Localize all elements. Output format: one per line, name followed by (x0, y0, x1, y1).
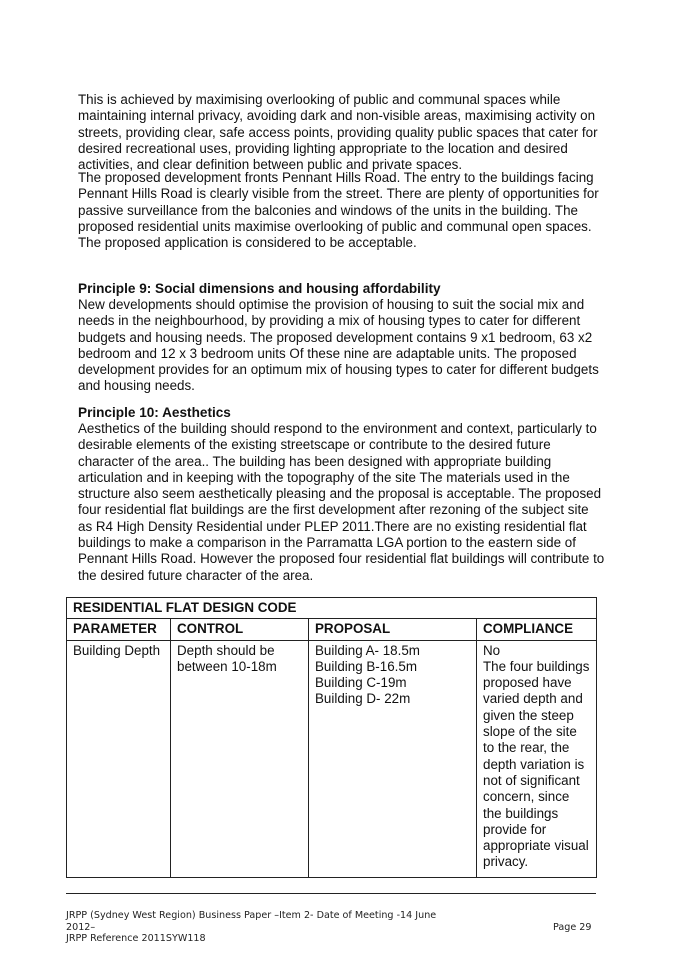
header-parameter: PARAMETER (67, 619, 171, 640)
proposal-line: Building A- 18.5m (315, 642, 420, 658)
header-compliance: COMPLIANCE (477, 619, 597, 640)
table-header-row (67, 619, 597, 640)
compliance-note: The four buildings proposed have varied depth and given the steep slope of the site to the rear, the depth variation is not of significant concern, since the buildings provide for appropriate visual privacy. (483, 658, 590, 870)
principle-9-body: New developments should optimise the provision of housing to suit the social mix and needs in the neighbourhood, by providing a mix of housing types to cater for different budgets and housing needs. The proposed development contains 9 x1 bedroom, 63 x2 bedroom and 12 x 3 bedroom units Of these nine are adaptable units. The proposed development provides for an optimum mix of housing types to cater for different budgets and housing needs. (78, 297, 599, 394)
cell-control: Depth should be between 10-18m (171, 640, 309, 877)
principle-9-heading: Principle 9: Social dimensions and housing affordability (78, 281, 441, 296)
proposal-line: Building C-19m (315, 675, 407, 691)
compliance-status: No (483, 642, 501, 658)
cell-parameter: Building Depth (67, 640, 171, 877)
cell-proposal (309, 640, 477, 877)
footer (66, 910, 466, 945)
footer-line-2: JRPP Reference 2011SYW118 (66, 933, 206, 944)
page-number: Page 29 (553, 922, 592, 933)
footer-divider (66, 893, 596, 894)
intro-paragraph-1: This is achieved by maximising overlooking of public and communal spaces while maintaining internal privacy, avoiding dark and non-visible areas, maximising activity on streets, providing clear, safe access points, providing quality public spaces that cater for desired recreational uses, providing lighting appropriate to the location and desired activities, and clear definition between public and private spaces. (78, 92, 598, 173)
proposal-line: Building D- 22m (315, 691, 411, 707)
residential-flat-design-code-table (66, 597, 597, 878)
principle-10-body: Aesthetics of the building should respond to the environment and context, particularly to desirable elements of the existing streetscape or contribute to the desired future character of the area.. The building has been designed with appropriate building articulation and in keeping with the topography of the site The materials used in the structure also seem aesthetically pleasing and the proposal is acceptable. The proposed four residential flat buildings are the first development after rezoning of the subject site as R4 High Density Residential under PLEP 2011.There are no existing residential flat buildings to make a comparison in the Parramatta LGA portion to the eastern side of Pennant Hills Road. However the proposed four residential flat buildings will contribute to the desired future character of the area. (78, 421, 605, 583)
table-title-row (67, 598, 597, 619)
header-proposal: PROPOSAL (309, 619, 477, 640)
table-row (67, 640, 597, 877)
intro-paragraph-2: The proposed development fronts Pennant Hills Road. The entry to the buildings facing Pennant Hills Road is clearly visible from the street. There are plenty of opportunities for passive surveillance from the balconies and windows of the units in the building. The proposed residential units maximise overlooking of public and communal open spaces. The proposed application is considered to be acceptable. (78, 170, 599, 251)
table-title: RESIDENTIAL FLAT DESIGN CODE (67, 598, 597, 619)
principle-10-heading: Principle 10: Aesthetics (78, 405, 231, 420)
header-control: CONTROL (171, 619, 309, 640)
footer-line-1: JRPP (Sydney West Region) Business Paper –Item 2- Date of Meeting -14 June 2012– (66, 910, 437, 933)
proposal-line: Building B-16.5m (315, 658, 417, 674)
cell-compliance (477, 640, 597, 877)
